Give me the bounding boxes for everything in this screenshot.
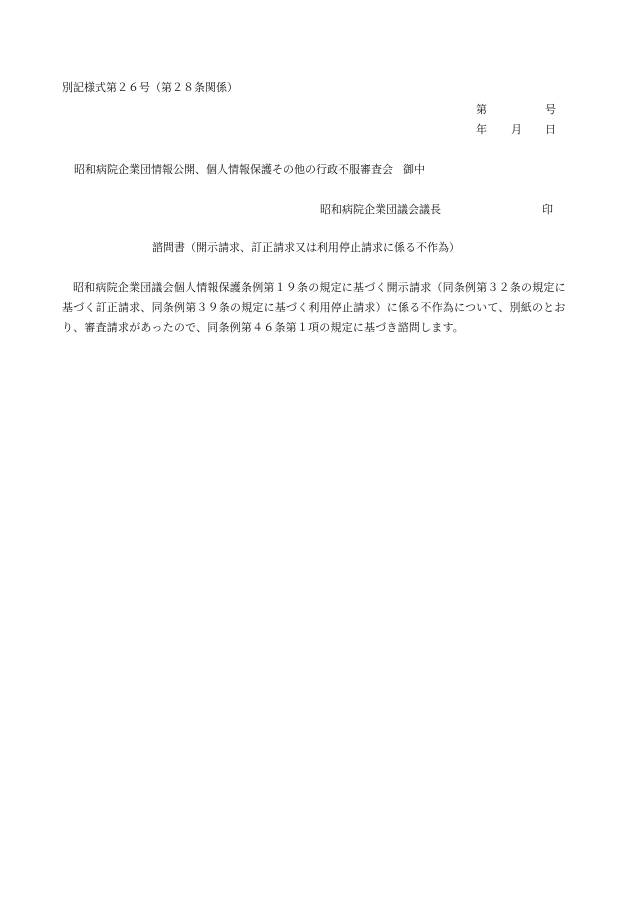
date-day: 日 [545, 123, 556, 136]
document-title: 諮問書（開示請求、訂正請求又は利用停止請求に係る不作為） [152, 241, 460, 254]
body-paragraph: 昭和病院企業団議会個人情報保護条例第１９条の規定に基づく開示請求（同条例第３２条の規定に基づく訂正請求、同条例第３９条の規定に基づく利用停止請求）に係る不作為について、別紙のとおり、審査請求があったので、同条例第４６条第１項の規定に基づき諮問します。 [62, 281, 566, 334]
addressee-name: 昭和病院企業団情報公開、個人情報保護その他の行政不服審査会 [74, 163, 393, 176]
seal-mark: 印 [542, 203, 553, 216]
addressee-honorific: 御中 [403, 163, 425, 176]
form-number: 別記様式第２６号（第２８条関係） [62, 81, 238, 94]
number-suffix: 号 [545, 103, 556, 116]
date-year: 年 [476, 123, 487, 136]
addressee [74, 164, 425, 175]
number-prefix: 第 [476, 103, 487, 116]
sender: 昭和病院企業団議会議長 [320, 203, 441, 216]
date-month: 月 [511, 123, 522, 136]
